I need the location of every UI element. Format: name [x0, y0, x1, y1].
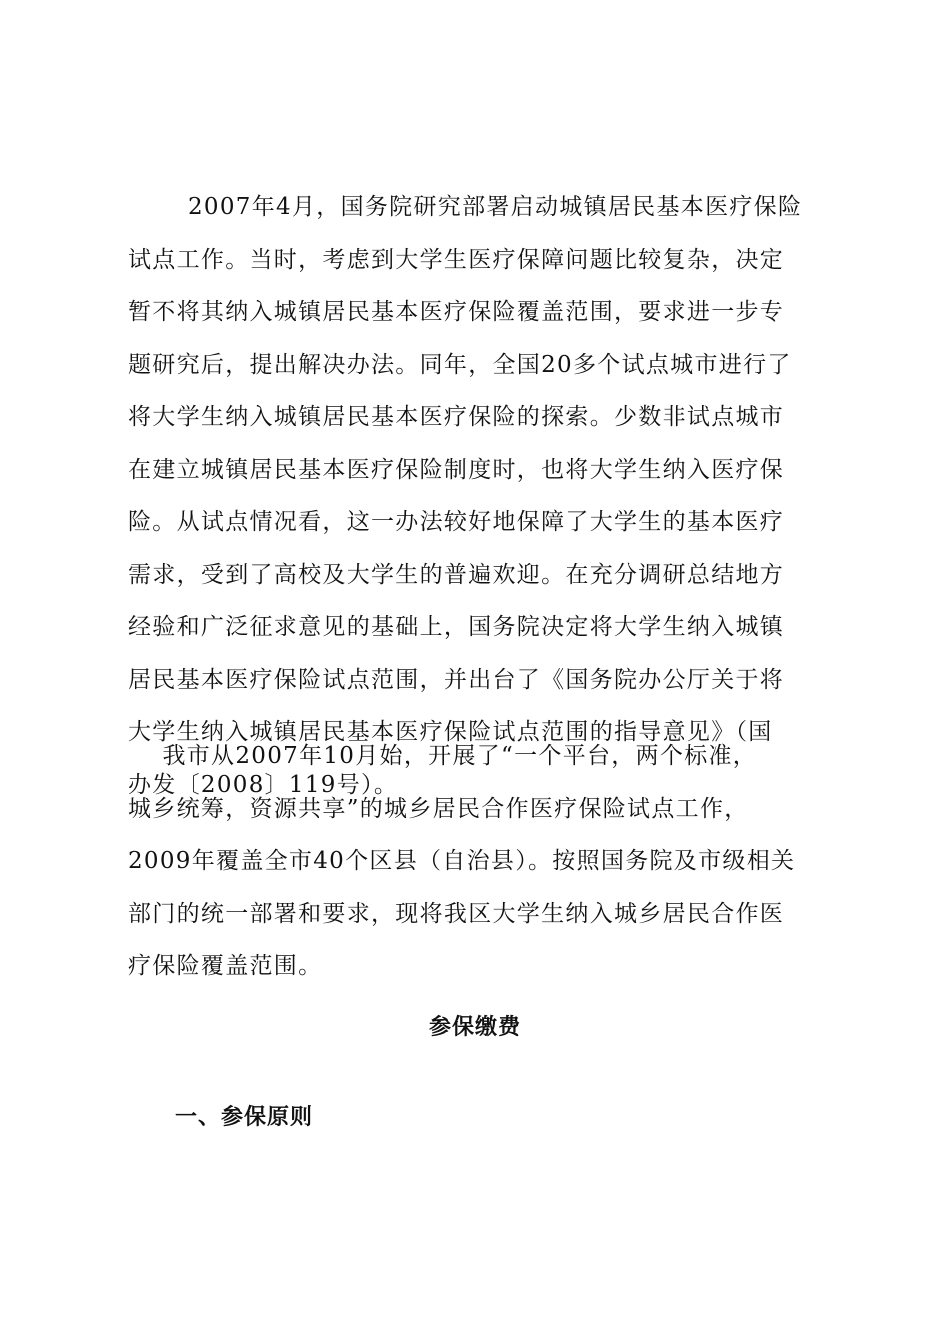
- paragraph-line: 大学生纳入城镇居民基本医疗保险试点范围的指导意见》（国: [128, 719, 773, 745]
- intro-paragraph: [128, 181, 832, 811]
- paragraph-line: 城乡统筹，资源共享”的城乡居民合作医疗保险试点工作，: [128, 795, 749, 822]
- paragraph-line: 居民基本医疗保险试点范围，并出台了《国务院办公厅关于将: [128, 666, 785, 693]
- local-policy-paragraph: [128, 730, 832, 993]
- section-title: 参保缴费: [428, 1015, 521, 1040]
- paragraph-line: 2007年4月，国务院研究部署启动城镇居民基本医疗保险: [188, 194, 803, 220]
- paragraph-line: 需求，受到了高校及大学生的普遍欢迎。在充分调研总结地方: [128, 561, 785, 588]
- paragraph-line: 我市从2007年10月始，开展了“一个平台，两个标准，: [128, 743, 758, 769]
- paragraph-line: 疗保险覆盖范围。: [128, 953, 323, 979]
- paragraph-line: 险。从试点情况看，这一办法较好地保障了大学生的基本医疗: [128, 509, 785, 535]
- paragraph-line: 在建立城镇居民基本医疗保险制度时，也将大学生纳入医疗保: [128, 456, 785, 483]
- paragraph-line: 试点工作。当时，考虑到大学生医疗保障问题比较复杂，决定: [128, 246, 785, 273]
- paragraph-line: 部门的统一部署和要求，现将我区大学生纳入城乡居民合作医: [128, 900, 785, 927]
- subheading: 一、参保原则: [175, 1105, 314, 1130]
- paragraph-line: 题研究后，提出解决办法。同年，全国20多个试点城市进行了: [128, 351, 792, 378]
- paragraph-line: 2009年覆盖全市40个区县（自治县）。按照国务院及市级相关: [128, 848, 796, 874]
- paragraph-line: 将大学生纳入城镇居民基本医疗保险的探索。少数非试点城市: [128, 404, 785, 430]
- paragraph-line: 经验和广泛征求意见的基础上，国务院决定将大学生纳入城镇: [128, 614, 785, 640]
- paragraph-line: 办发〔2008〕119号）。: [128, 771, 399, 798]
- paragraph-line: 暂不将其纳入城镇居民基本医疗保险覆盖范围，要求进一步专: [128, 299, 785, 325]
